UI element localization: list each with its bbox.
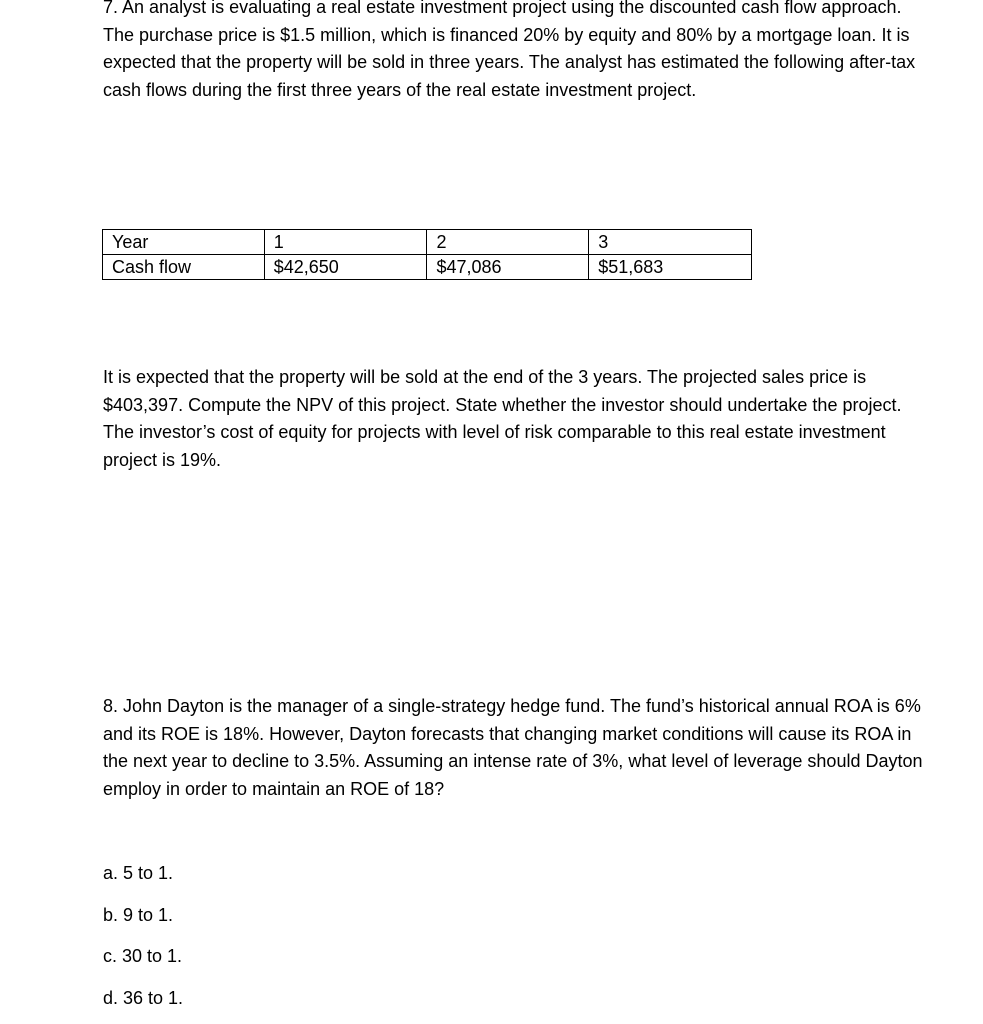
table-cell-cashflow-label: Cash flow	[103, 255, 265, 280]
answer-option-b: b. 9 to 1.	[103, 905, 174, 925]
answer-option-a: a. 5 to 1.	[103, 863, 174, 883]
table-cell-cashflow-3: $51,683	[589, 255, 752, 280]
question-7-text: 7. An analyst is evaluating a real estate investment project using the discounted cash flow approach. The purchase price is $1.5 million, which is financed 20% by equity and 80% by a mortgage loan. It is expected that the property will be sold in three years. The analyst has estimated the following after-tax cash flows during the first three years of the real estate investment project.	[103, 0, 916, 100]
table-cell-year-label: Year	[103, 230, 265, 255]
cash-flow-table	[102, 229, 752, 280]
question-8-text: 8. John Dayton is the manager of a single-strategy hedge fund. The fund’s historical annual ROA is 6% and its ROE is 18%. However, Dayton forecasts that changing market conditions will cause its ROA in the next year to decline to 3.5%. Assuming an intense rate of 3%, what level of leverage should Dayton employ in order to maintain an ROE of 18?	[103, 696, 923, 799]
table-cell-year-1: 1	[264, 230, 427, 255]
table-cell-year-3: 3	[589, 230, 752, 255]
table-cell-cashflow-1: $42,650	[264, 255, 427, 280]
answer-option-d: d. 36 to 1.	[103, 988, 184, 1008]
table-row	[103, 230, 752, 255]
table-cell-cashflow-2: $47,086	[427, 255, 589, 280]
question-7-followup: It is expected that the property will be sold at the end of the 3 years. The projected sales price is $403,397. Compute the NPV of this project. State whether the investor should undertake the project. The investor’s cost of equity for projects with level of risk comparable to this real estate investment project is 19%.	[103, 367, 902, 470]
table-row	[103, 255, 752, 280]
table-cell-year-2: 2	[427, 230, 589, 255]
answer-option-c: c. 30 to 1.	[103, 946, 183, 966]
